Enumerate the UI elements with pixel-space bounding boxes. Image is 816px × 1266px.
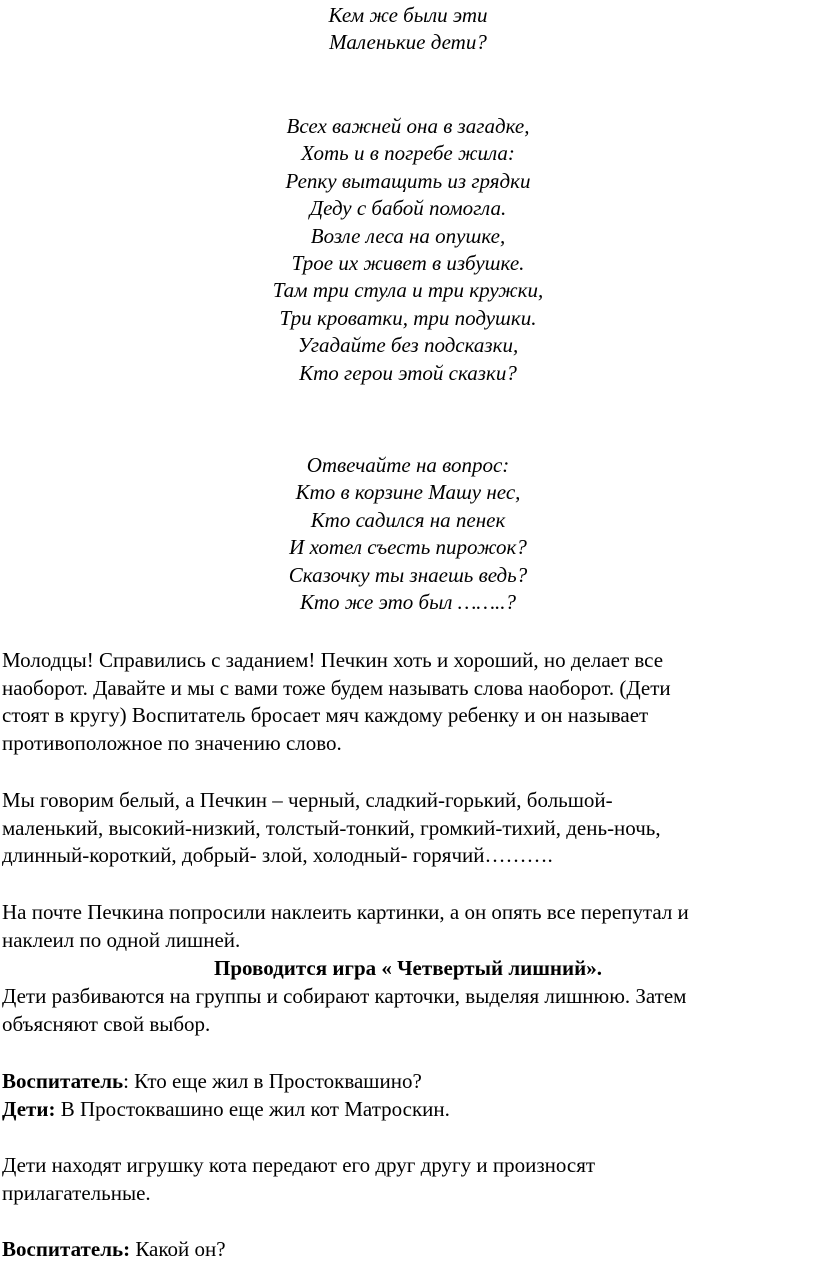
paragraph-cat-toy (2, 1152, 808, 1207)
text-line: длинный-короткий, добрый- злой, холодный- горячий………. (2, 843, 553, 867)
speaker-label: Дети: (2, 1096, 56, 1121)
poem-line: Маленькие дети? (329, 30, 487, 55)
text-line: наоборот. Давайте и мы с вами тоже будем называть слова наоборот. (Дети (2, 675, 671, 700)
poem-line: Угадайте без подсказки, (297, 333, 519, 358)
poem-line: И хотел съесть пирожок? (289, 535, 527, 560)
poem-line: Кто садился на пенек (310, 507, 506, 532)
text-line: наклеил по одной лишней. (2, 927, 241, 952)
poem-line: Деду с бабой помогла. (309, 196, 507, 221)
speaker-label: Воспитатель (2, 1069, 124, 1093)
poem-line: Возле леса на опушке, (310, 223, 506, 248)
poem-line: Сказочку ты знаешь ведь? (288, 562, 528, 587)
poem-line: Хоть и в погребе жила: (301, 141, 515, 166)
paragraph-opposites-intro (2, 647, 808, 757)
poem-stanza-1 (0, 2, 816, 57)
dialog-text: Какой он? (130, 1237, 226, 1261)
dialog-line-children (2, 1096, 808, 1124)
poem-line: Репку вытащить из грядки (285, 168, 531, 193)
text-line: объясняют свой выбор. (2, 1011, 211, 1036)
poem-stanza-3 (0, 452, 816, 616)
dialog-line-teacher (2, 1068, 808, 1096)
paragraph-opposites-list (2, 787, 808, 870)
text-line: противоположное по значению слово. (2, 730, 342, 755)
poem-line: Там три стула и три кружки, (272, 278, 544, 303)
text-line: Дети находят игрушку кота передают его друг другу и произносят (2, 1153, 596, 1177)
poem-line: Кто герои этой сказки? (299, 360, 517, 385)
poem-stanza-2 (0, 113, 816, 387)
poem-line: Кем же были эти (328, 3, 488, 27)
text-line: Мы говорим белый, а Печкин – черный, сладкий-горький, большой- (2, 788, 613, 812)
text-line: прилагательные. (2, 1180, 151, 1205)
poem-line: Кто же это был ……..? (299, 590, 517, 615)
speaker-label: Воспитатель: (2, 1237, 131, 1261)
paragraph-post-office (2, 899, 808, 954)
poem-line: Отвечайте на вопрос: (306, 453, 510, 477)
game-title: Проводится игра « Четвертый лишний». (214, 956, 602, 980)
poem-line: Трое их живет в избушке. (291, 251, 525, 276)
poem-line: Кто в корзине Машу нес, (295, 480, 521, 505)
dialog-block (2, 1068, 808, 1123)
text-line: стоят в кругу) Воспитатель бросает мяч каждому ребенку и он называет (2, 703, 649, 727)
text-line: На почте Печкина попросили наклеить картинки, а он опять все перепутал и (2, 900, 689, 924)
poem-line: Три кроватки, три подушки. (279, 305, 537, 330)
dialog-block-2 (2, 1236, 808, 1264)
text-line: Молодцы! Справились с заданием! Печкин хоть и хороший, но делает все (2, 648, 664, 672)
dialog-text: В Простоквашино еще жил кот Матроскин. (55, 1096, 450, 1121)
dialog-text: : Кто еще жил в Простоквашино? (123, 1069, 422, 1093)
dialog-line-teacher (2, 1236, 808, 1264)
text-line: маленький, высокий-низкий, толстый-тонкий, громкий-тихий, день-ночь, (2, 815, 661, 840)
text-line: Дети разбиваются на группы и собирают карточки, выделяя лишнюю. Затем (2, 984, 687, 1008)
poem-line: Всех важней она в загадке, (286, 114, 530, 138)
paragraph-game-description (2, 983, 808, 1038)
